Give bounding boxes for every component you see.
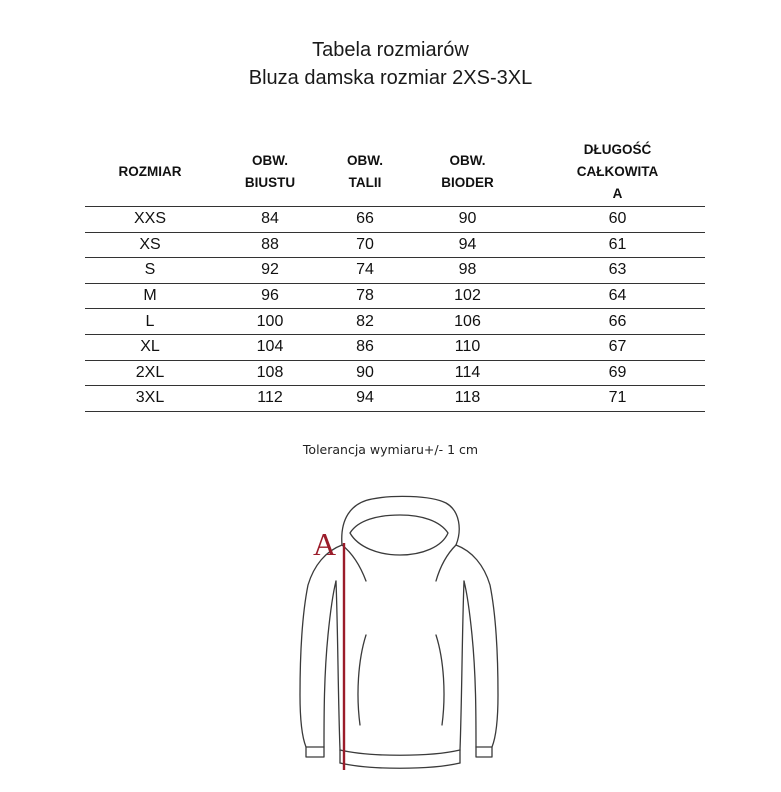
cell-bust: 88	[215, 232, 325, 258]
table-row	[85, 283, 705, 309]
cell-length: 67	[530, 334, 705, 360]
cell-size: 3XL	[85, 386, 215, 412]
cell-size: XL	[85, 334, 215, 360]
table-row	[85, 232, 705, 258]
cell-bust: 96	[215, 283, 325, 309]
cell-hips: 118	[405, 386, 530, 412]
cell-bust: 108	[215, 360, 325, 386]
cell-bust: 92	[215, 258, 325, 284]
cell-waist: 70	[325, 232, 405, 258]
table-row	[85, 360, 705, 386]
header-bust: OBW. BIUSTU	[244, 153, 296, 190]
cell-hips: 106	[405, 309, 530, 335]
chart-subtitle: Bluza damska rozmiar 2XS-3XL	[248, 67, 533, 89]
cell-hips: 90	[405, 207, 530, 233]
header-waist: OBW. TALII	[347, 153, 383, 190]
cell-length: 61	[530, 232, 705, 258]
cell-hips: 114	[405, 360, 530, 386]
header-hips: OBW. BIODER	[441, 153, 494, 190]
cell-bust: 112	[215, 386, 325, 412]
cell-size: XS	[85, 232, 215, 258]
cell-waist: 94	[325, 386, 405, 412]
table-row	[85, 334, 705, 360]
cell-waist: 86	[325, 334, 405, 360]
cell-length: 71	[530, 386, 705, 412]
cell-length: 63	[530, 258, 705, 284]
table-row	[85, 258, 705, 284]
size-table	[85, 138, 705, 412]
table-row	[85, 309, 705, 335]
cell-size: XXS	[85, 207, 215, 233]
tolerance-note: Tolerancja wymiaru+/- 1 cm	[302, 442, 479, 457]
cell-length: 66	[530, 309, 705, 335]
cell-waist: 90	[325, 360, 405, 386]
cell-hips: 102	[405, 283, 530, 309]
cell-waist: 74	[325, 258, 405, 284]
chart-title: Tabela rozmiarów	[312, 39, 469, 61]
cell-waist: 66	[325, 207, 405, 233]
table-header-row	[85, 138, 705, 207]
cell-size: S	[85, 258, 215, 284]
cell-bust: 84	[215, 207, 325, 233]
cell-waist: 82	[325, 309, 405, 335]
length-marker-label: A	[313, 526, 337, 562]
header-size: ROZMIAR	[118, 164, 182, 179]
cell-bust: 104	[215, 334, 325, 360]
cell-size: L	[85, 309, 215, 335]
cell-hips: 94	[405, 232, 530, 258]
table-row	[85, 386, 705, 412]
cell-hips: 98	[405, 258, 530, 284]
cell-size: M	[85, 283, 215, 309]
header-length: DŁUGOŚĆ CAŁKOWITA A	[576, 142, 659, 201]
table-row	[85, 207, 705, 233]
cell-waist: 78	[325, 283, 405, 309]
cell-hips: 110	[405, 334, 530, 360]
cell-size: 2XL	[85, 360, 215, 386]
cell-length: 60	[530, 207, 705, 233]
cell-length: 69	[530, 360, 705, 386]
cell-length: 64	[530, 283, 705, 309]
cell-bust: 100	[215, 309, 325, 335]
